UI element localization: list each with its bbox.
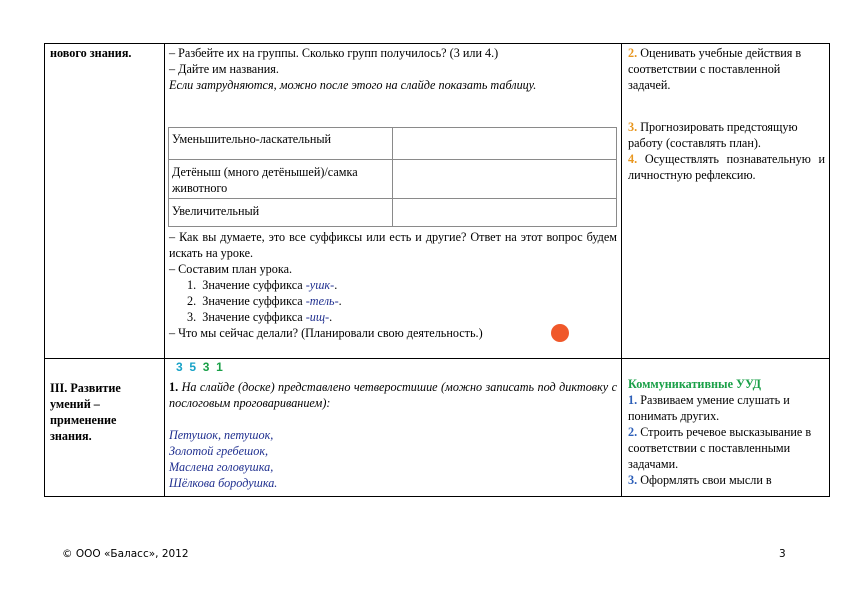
item-number: 2. [628, 425, 638, 439]
uud-item [628, 119, 825, 151]
plan-item [169, 309, 617, 325]
digit: 3 [202, 360, 210, 374]
task-number: 1. [169, 380, 179, 394]
row-divider [44, 358, 830, 359]
plan-text: Значение суффикса [202, 294, 306, 308]
stage-label-row1: нового знания. [50, 46, 132, 60]
table-cell: Детёныш (много детёнышей)/самка животного [172, 165, 358, 195]
table-cell: Уменьшительно-ласкательный [172, 132, 332, 146]
item-number: 1. [628, 393, 638, 407]
plan-item [169, 293, 617, 309]
poem [169, 427, 617, 491]
digit: 3 [176, 360, 183, 374]
column-divider-1 [164, 43, 165, 497]
plan-number: 1. [187, 278, 197, 292]
task-text [169, 379, 617, 411]
item-number: 3. [628, 473, 638, 487]
marker-dot [551, 324, 569, 342]
item-text: Осуществлять познавательную и личностную рефлексию. [628, 152, 826, 182]
item-number: 4. [628, 152, 638, 166]
column-divider-2 [621, 43, 622, 497]
plan-number: 3. [187, 310, 197, 324]
table-bottom-border [44, 496, 830, 497]
uud-item [628, 392, 825, 424]
uud-item [628, 45, 825, 93]
instruction-line: – Разбейте их на группы. Сколько групп получилось? (3 или 4.) [169, 46, 499, 60]
table-cell: Увеличительный [172, 204, 260, 218]
copyright: © ООО «Баласс», 2012 [62, 548, 189, 560]
item-number: 3. [628, 120, 638, 134]
item-number: 2. [628, 46, 638, 60]
digit: 1 [216, 360, 223, 374]
inner-table-line [392, 127, 393, 227]
plan-item [169, 277, 617, 293]
suffix: -тель- [305, 294, 339, 308]
rating-digits [176, 359, 223, 375]
item-text: Оформлять свои мысли в [640, 473, 772, 487]
teacher-note: Если затрудняются, можно после этого на слайде показать таблицу. [169, 78, 537, 92]
poem-line: Шёлкова бородушка. [169, 476, 278, 490]
task-description: На слайде (доске) представлено четверостишие (можно записать под диктовку с послоговым проговариванием): [169, 380, 618, 410]
uud-block-row2 [628, 376, 825, 488]
punct: . [329, 310, 333, 324]
page-number: 3 [779, 548, 786, 560]
lesson-text-block-1 [169, 45, 617, 93]
uud-block-row1 [628, 45, 825, 183]
plan-intro: – Составим план урока. [169, 262, 293, 276]
suffix: -ушк- [305, 278, 335, 292]
item-text: Строить речевое высказывание в соответствии с поставленными задачами. [628, 425, 812, 471]
plan-number: 2. [187, 294, 197, 308]
plan-text: Значение суффикса [202, 310, 306, 324]
poem-line: Маслена головушка, [169, 460, 274, 474]
task-block [169, 379, 617, 491]
instruction-line: – Дайте им названия. [169, 62, 279, 76]
uud-item [628, 472, 825, 488]
poem-line: Золотой гребешок, [169, 444, 269, 458]
punct: . [334, 278, 338, 292]
table-top-border [44, 43, 830, 44]
table-right-border [829, 43, 830, 497]
inner-table-line [168, 127, 169, 227]
question-text: – Как вы думаете, это все суффиксы или есть и другие? Ответ на этот вопрос будем искать на уроке. [169, 230, 617, 260]
uud-heading: Коммуникативные УУД [628, 377, 762, 391]
suffix: -ищ- [305, 310, 330, 324]
inner-table-line [616, 127, 617, 227]
item-text: Оценивать учебные действия в соответствии с поставленной задачей. [628, 46, 802, 92]
item-text: Развиваем умение слушать и понимать других. [628, 393, 790, 423]
uud-item [628, 151, 825, 183]
uud-item [628, 424, 825, 472]
closing-question: – Что мы сейчас делали? (Планировали свою деятельность.) [169, 326, 483, 340]
punct: . [338, 294, 342, 308]
digit: 5 [189, 360, 197, 374]
table-left-border [44, 43, 45, 497]
lesson-text-block-2 [169, 229, 617, 341]
poem-line: Петушок, петушок, [169, 428, 274, 442]
stage-label-row2: III. Развитие умений – применение знания. [50, 381, 121, 443]
lesson-plan-list [169, 277, 617, 325]
plan-text: Значение суффикса [202, 278, 306, 292]
item-text: Прогнозировать предстоящую работу (составлять план). [628, 120, 798, 150]
